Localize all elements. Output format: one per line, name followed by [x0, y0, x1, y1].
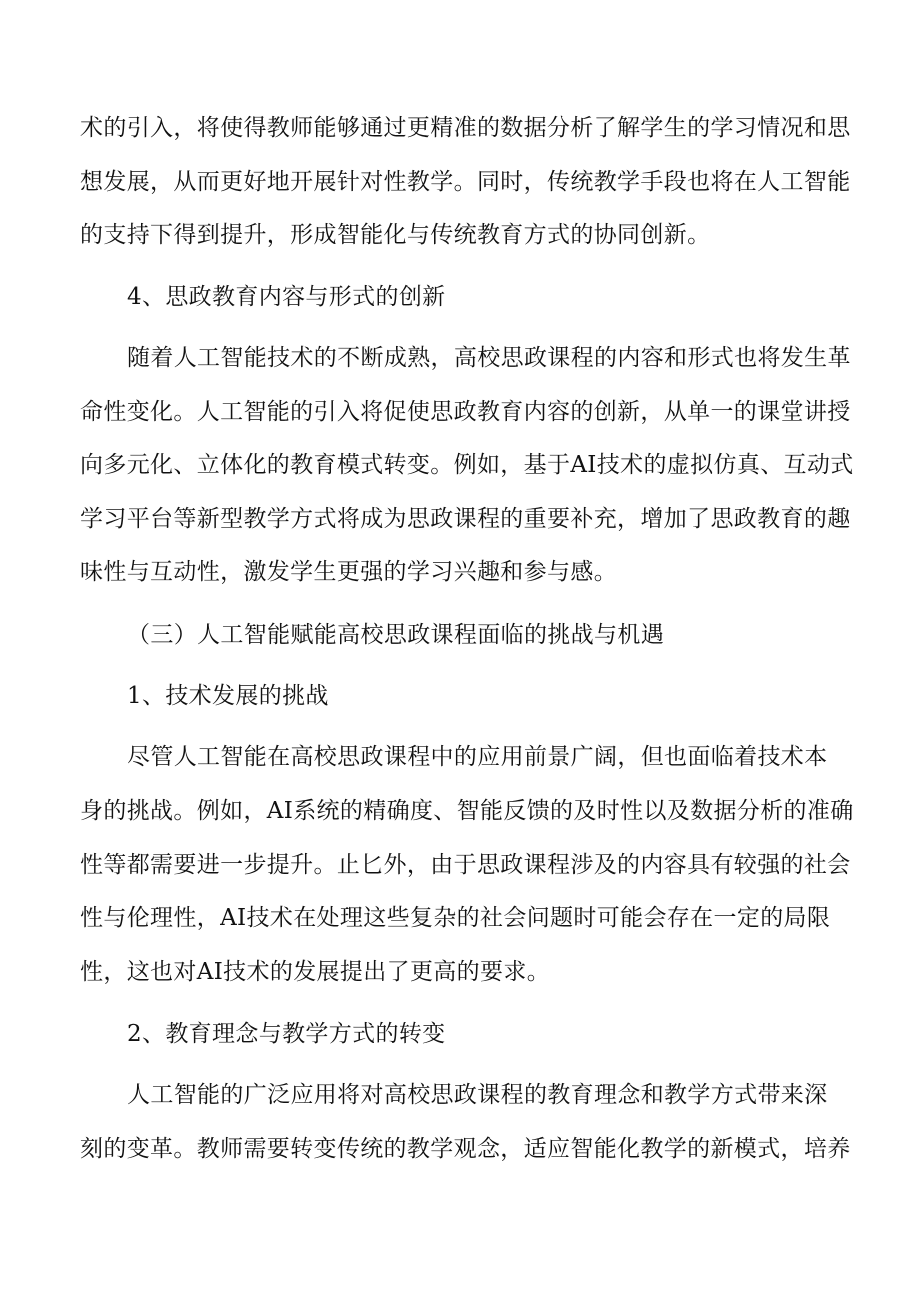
paragraph-line: 的支持下得到提升，形成智能化与传统教育方式的协同创新。 — [80, 222, 711, 248]
paragraph-line: 味性与互动性，激发学生更强的学习兴趣和参与感。 — [80, 559, 618, 585]
paragraph-line: 人工智能的广泛应用将对高校思政课程的教育理念和教学方式带来深 — [127, 1082, 828, 1108]
subheading: 4、思政教育内容与形式的创新 — [127, 284, 446, 310]
paragraph-line: 刻的变革。教师需要转变传统的教学观念，适应智能化教学的新模式，培养 — [80, 1136, 851, 1162]
paragraph-line: 向多元化、立体化的教育模式转变。例如，基于AI技术的虚拟仿真、互动式 — [80, 452, 854, 478]
paragraph-line: 性，这也对AI技术的发展提出了更高的要求。 — [80, 959, 551, 985]
paragraph-line: 术的引入，将使得教师能够通过更精准的数据分析了解学生的学习情况和思 — [80, 115, 851, 141]
paragraph-line: 随着人工智能技术的不断成熟，高校思政课程的内容和形式也将发生革 — [127, 345, 851, 371]
subheading: 1、技术发展的挑战 — [127, 683, 329, 709]
paragraph-line: 学习平台等新型教学方式将成为思政课程的重要补充，增加了思政教育的趣 — [80, 506, 851, 532]
paragraph-line: 尽管人工智能在高校思政课程中的应用前景广阔，但也面临着技术本 — [127, 744, 828, 770]
subheading: 2、教育理念与教学方式的转变 — [127, 1021, 446, 1047]
paragraph-line: 身的挑战。例如，AI系统的精确度、智能反馈的及时性以及数据分析的准确 — [80, 798, 854, 824]
paragraph-line: 命性变化。人工智能的引入将促使思政教育内容的创新，从单一的课堂讲授 — [80, 399, 851, 425]
paragraph-line: 想发展，从而更好地开展针对性教学。同时，传统教学手段也将在人工智能 — [80, 169, 851, 195]
paragraph-line: 性等都需要进一步提升。止匕外，由于思政课程涉及的内容具有较强的社会 — [80, 852, 851, 878]
paragraph-line: 性与伦理性，AI技术在处理这些复杂的社会问题时可能会存在一定的局限 — [80, 905, 831, 931]
section-heading: （三）人工智能赋能高校思政课程面临的挑战与机遇 — [127, 622, 665, 648]
